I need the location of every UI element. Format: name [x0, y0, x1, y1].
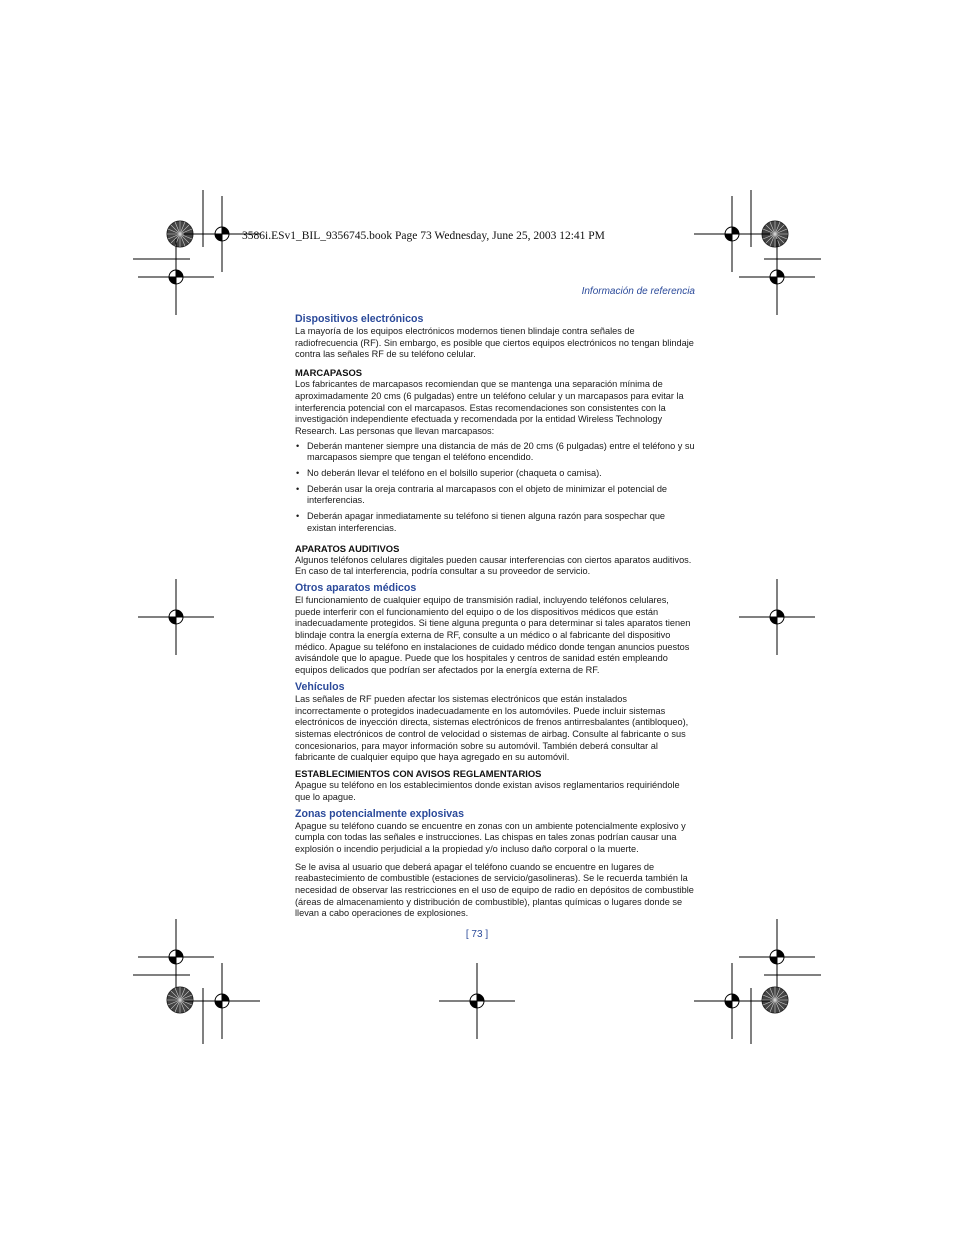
page-content — [295, 313, 695, 920]
list-item: • No deberán llevar el teléfono en el bolsillo superior (chaqueta o camisa). — [296, 468, 602, 479]
list-item: • Deberán mantener siempre una distancia de más de 20 cms (6 pulgadas) entre el teléfono y su marcapasos siempre que tengan el teléfono encendido. — [296, 440, 695, 463]
section-title-hearing: APARATOS AUDITIVOS — [295, 542, 400, 554]
section-title-medical: Otros aparatos médicos — [295, 581, 417, 594]
bullet-icon: • — [296, 440, 300, 451]
section-body-vehicles: Las señales de RF pueden afectar los sistemas electrónicos que están instalados incorrectamente o protegidos inadecuadamente en los automóviles. Puede incluir sistemas electrónicos de inyección directa, sistemas electrónicos de frenos antirresbalantes (antibloqueo), sistemas electrónicos de control de velocidad o sistemas de airbag. Consulte al fabricante o sus concesionarios, para mayor información sobre su automóvil. También deberá consultar al fabricante de cualquier equipo que haya agregado en su automóvil. — [295, 693, 689, 763]
section-title-explosive: Zonas potencialmente explosivas — [295, 807, 464, 820]
bullet-icon: • — [296, 483, 300, 494]
section-title-electronic: Dispositivos electrónicos — [295, 313, 424, 325]
section-body-medical: El funcionamiento de cualquier equipo de transmisión radial, incluyendo teléfonos celulares, puede interferir con el funcionamiento del equipo o de los dispositivos médicos que están inadecuadamente protegidos. Si tiene alguna pregunta o para determinar si tales aparatos tienen blindaje contra la energía externa de RF, consulte a un médico o al fabricante del dispositivo médico. Apague su teléfono en instalaciones de cuidado médico donde tengan anuncios puestos avisándole que lo apague. Puede que los hospitales y centros de sanidad estén empleando equipos delicados que podrían ser afectados por la energía externa de RF. — [295, 594, 691, 676]
section-body-facilities: Apague su teléfono en los establecimientos donde existan avisos reglamentarios requiriéndole que lo apague. — [295, 780, 680, 802]
section-body-explosive-2: Se le avisa al usuario que deberá apagar el teléfono cuando se encuentre en lugares de reabastecimiento de combustible (estaciones de servicio/gasolineras). Se le recuerda también la necesidad de observar las restricciones en el uso de equipo de radio en depósitos de combustible (áreas de almacenamiento y distribución de combustible), plantas químicas o lugares donde se llevan a cabo operaciones de explosiones. — [295, 861, 694, 919]
print-slug-header: 3586i.ESv1_BIL_9356745.book Page 73 Wednesday, June 25, 2003 12:41 PM — [242, 230, 605, 242]
running-head: Información de referencia — [581, 286, 695, 297]
page-number: [ 73 ] — [465, 929, 489, 940]
section-body-hearing: Algunos teléfonos celulares digitales pueden causar interferencias con ciertos aparatos auditivos. En caso de tal interferencia, podría consultar a su proveedor de servicio. — [295, 554, 692, 577]
list-item: • Deberán usar la oreja contraria al marcapasos con el objeto de minimizar el potencial de interferencias. — [296, 483, 668, 506]
section-title-pacemakers: MARCAPASOS — [295, 367, 363, 379]
section-body-electronic: La mayoría de los equipos electrónicos modernos tienen blindaje contra señales de radiofrecuencia (RF). Sin embargo, es posible que ciertos equipos electrónicos no tengan blindaje contra las señales RF de su teléfono celular. — [295, 326, 694, 360]
section-title-vehicles: Vehículos — [295, 680, 345, 693]
section-body-pacemakers: Los fabricantes de marcapasos recomiendan que se mantenga una separación mínima de aproximadamente 20 cms (6 pulgadas) entre un teléfono celular y un marcapasos para evitar la interferencia potencial con el marcapasos. Estas recomendaciones son consistentes con la investigación independiente efectuada y recomendada por la entidad Wireless Technology Research. Las personas que llevan marcapasos: — [295, 379, 684, 436]
pacemaker-bullet-list — [295, 441, 695, 535]
section-title-facilities: ESTABLECIMIENTOS CON AVISOS REGLAMENTARIOS — [295, 768, 542, 780]
bullet-icon: • — [296, 511, 300, 522]
section-body-explosive-1: Apague su teléfono cuando se encuentre en zonas con un ambiente potencialmente explosivo y cumpla con todas las señales e instrucciones. Las chispas en tales zonas podrían causar una explosión o incendio perjudicial a la propiedad y/o incluso daño corporal o la muerte. — [295, 820, 686, 854]
list-item: • Deberán apagar inmediatamente su teléfono si tienen alguna razón para sospechar que existan interferencias. — [296, 511, 666, 533]
bullet-icon: • — [296, 468, 300, 479]
